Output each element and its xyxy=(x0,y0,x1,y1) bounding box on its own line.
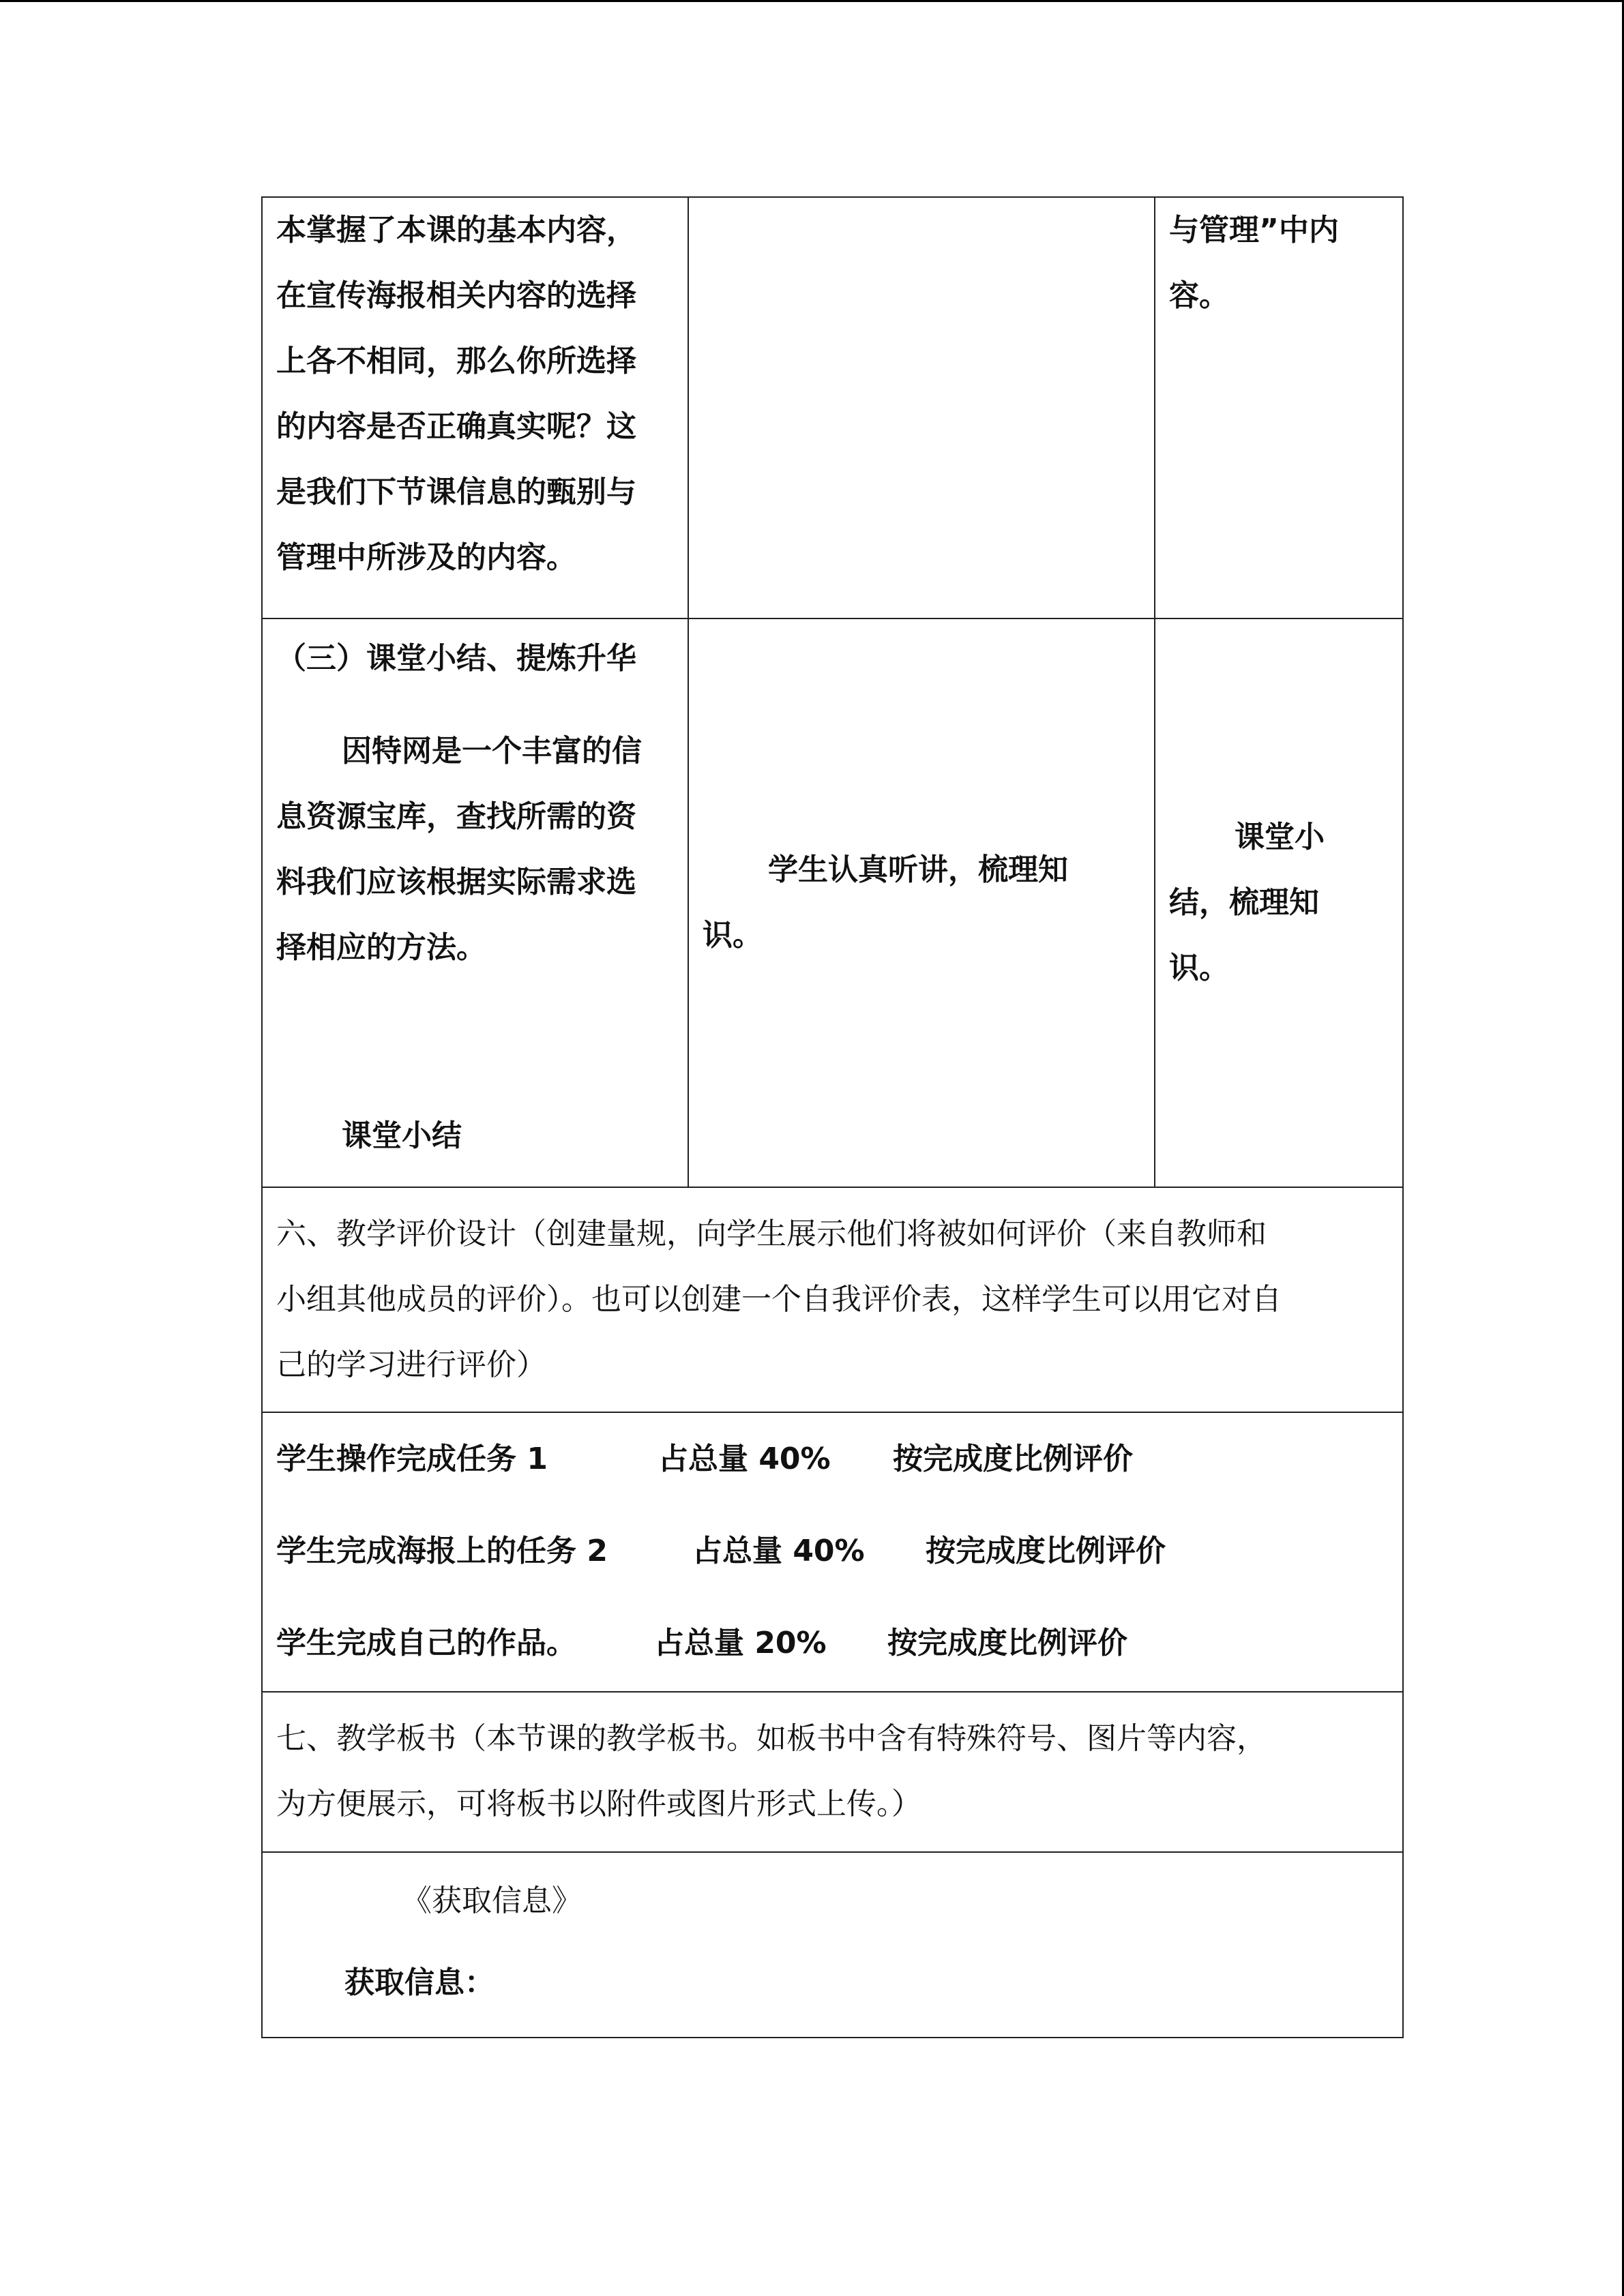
board-subtitle: 获取信息： xyxy=(344,1965,494,2000)
text-line: 课堂小结 xyxy=(342,1118,462,1153)
text-line: 六、教学评价设计（创建量规，向学生展示他们将被如何评价（来自教师和 xyxy=(276,1217,1267,1251)
text-line: 本掌握了本课的基本内容， xyxy=(276,213,636,248)
evaluation-method: 按完成度比例评价 xyxy=(926,1534,1166,1568)
evaluation-weight: 占总量 40% xyxy=(658,1442,831,1476)
teacher-activity-cell xyxy=(262,197,688,618)
evaluation-task: 学生操作完成任务 1 xyxy=(276,1442,548,1476)
evaluation-method: 按完成度比例评价 xyxy=(887,1626,1127,1660)
table-row-evaluation-design xyxy=(262,1187,1403,1412)
evaluation-weight: 占总量 20% xyxy=(654,1626,827,1660)
text-line: 因特网是一个丰富的信 xyxy=(342,734,642,769)
text-line: 为方便展示，可将板书以附件或图片形式上传。） xyxy=(276,1787,921,1821)
section-heading: （三）课堂小结、提炼升华 xyxy=(276,641,636,676)
evaluation-design-cell xyxy=(262,1187,1403,1412)
table-row-board-design xyxy=(262,1692,1403,1852)
design-intent-cell xyxy=(1155,197,1403,618)
evaluation-method: 按完成度比例评价 xyxy=(893,1442,1133,1476)
text-line: 小组其他成员的评价）。也可以创建一个自我评价表，这样学生可以用它对自 xyxy=(276,1282,1282,1317)
text-line: 管理中所涉及的内容。 xyxy=(276,540,576,575)
text-line: 择相应的方法。 xyxy=(276,930,486,965)
text-line: 识。 xyxy=(703,918,763,953)
evaluation-task: 学生完成海报上的任务 2 xyxy=(276,1534,608,1568)
text-line: 识。 xyxy=(1169,951,1229,985)
teacher-activity-cell xyxy=(262,618,688,1187)
board-design-cell xyxy=(262,1692,1403,1852)
table-row-summary xyxy=(262,618,1403,1187)
text-line: 料我们应该根据实际需求选 xyxy=(276,865,636,899)
text-line: 学生认真听讲，梳理知 xyxy=(768,852,1068,887)
evaluation-item xyxy=(276,1413,1389,1505)
lesson-plan-table xyxy=(261,196,1404,2038)
text-line: 己的学习进行评价） xyxy=(276,1347,546,1382)
student-activity-cell xyxy=(688,618,1155,1187)
evaluation-items-cell xyxy=(262,1412,1403,1692)
text-line: 与管理”中内 xyxy=(1169,213,1339,248)
evaluation-item xyxy=(276,1597,1389,1689)
text-line: 结，梳理知 xyxy=(1169,885,1319,920)
page-border-top xyxy=(0,0,1624,2)
table-row-board-content xyxy=(262,1852,1403,2038)
text-line: 的内容是否正确真实呢？这 xyxy=(276,409,636,444)
design-intent-cell xyxy=(1155,618,1403,1187)
board-content-cell xyxy=(262,1852,1403,2038)
text-line: 在宣传海报相关内容的选择 xyxy=(276,278,636,313)
text-line: 息资源宝库，查找所需的资 xyxy=(276,799,636,834)
text-line: 课堂小 xyxy=(1235,820,1325,854)
evaluation-item xyxy=(276,1505,1389,1597)
evaluation-weight: 占总量 40% xyxy=(692,1534,865,1568)
table-row-continuation xyxy=(262,197,1403,618)
evaluation-task: 学生完成自己的作品。 xyxy=(276,1626,576,1660)
text-line: 是我们下节课信息的甄别与 xyxy=(276,475,636,509)
text-line: 七、教学板书（本节课的教学板书。如板书中含有特殊符号、图片等内容， xyxy=(276,1721,1267,1756)
student-activity-cell xyxy=(688,197,1155,618)
text-line: 上各不相同，那么你所选择 xyxy=(276,344,636,378)
table-row-evaluation-items xyxy=(262,1412,1403,1692)
text-line: 容。 xyxy=(1169,278,1229,313)
board-title: 《获取信息》 xyxy=(402,1883,582,1918)
